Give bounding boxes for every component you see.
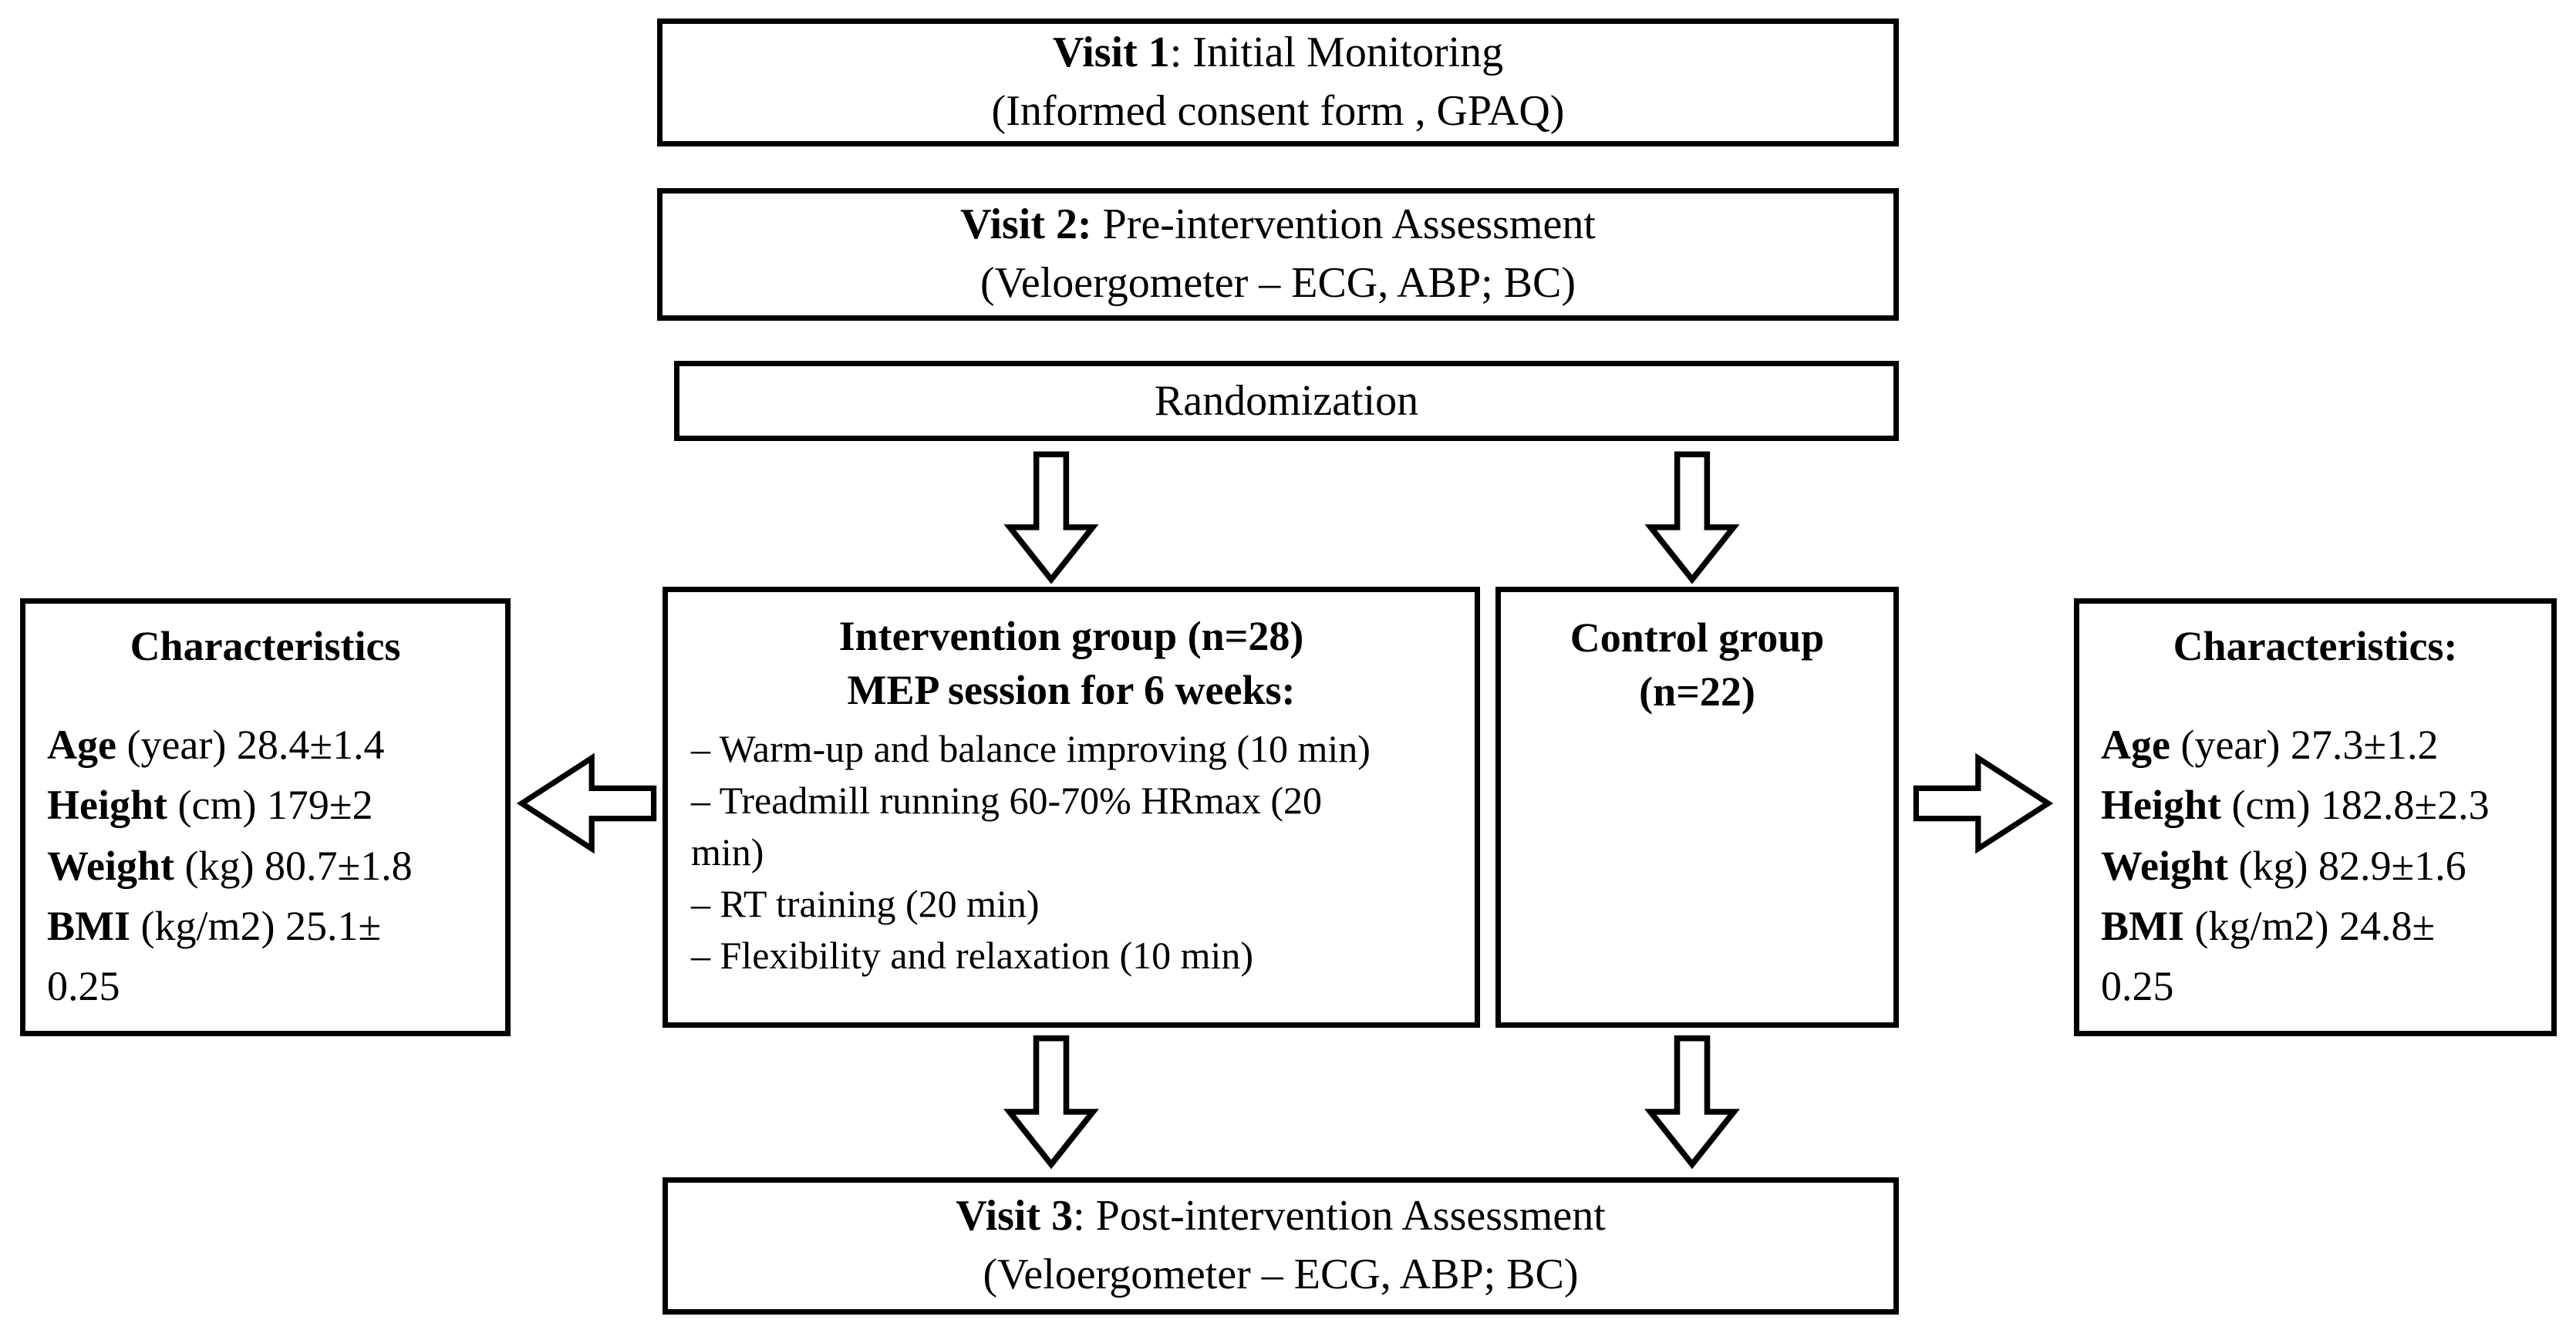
randomization-box (674, 361, 1899, 441)
characteristics-right-title: Characteristics: (2173, 623, 2458, 669)
control-title-line1: Control group (1570, 614, 1825, 661)
arrow-control-to-characteristics-icon (1911, 752, 2055, 855)
characteristic-value: (year) 27.3±1.2 (2170, 722, 2439, 768)
visit3-label: Visit 3 (956, 1192, 1074, 1241)
visit2-box (657, 188, 1899, 321)
visit1-box (657, 19, 1899, 146)
visit3-subtitle: (Veloergometer – ECG, ABP; BC) (983, 1251, 1579, 1298)
characteristic-row-age (2101, 715, 2506, 775)
characteristic-value: (kg/m2) 25.1± 0.25 (47, 902, 382, 1010)
visit1-title-line (663, 24, 1893, 82)
characteristic-row-age (47, 715, 452, 775)
intervention-session-item: – Treadmill running 60-70% HRmax (20 min) (691, 779, 1323, 874)
characteristics-left-box (20, 598, 511, 1036)
visit2-label: Visit 2: (960, 200, 1092, 249)
characteristic-row-height (2101, 775, 2506, 835)
intervention-session-item: – Flexibility and relaxation (10 min) (691, 934, 1254, 978)
characteristic-label: Height (2101, 782, 2221, 829)
visit2-title-line (663, 196, 1893, 254)
arrow-randomization-to-intervention-icon (1001, 451, 1101, 584)
characteristics-right-box (2074, 598, 2557, 1036)
characteristic-row-weight (2101, 836, 2506, 896)
characteristic-label: Age (2101, 722, 2170, 768)
visit2-subtitle: (Veloergometer – ECG, ABP; BC) (979, 259, 1576, 307)
control-group-box (1495, 587, 1899, 1028)
intervention-session-list (691, 723, 1452, 981)
characteristic-value: (year) 28.4±1.4 (116, 722, 385, 768)
randomization-title: Randomization (1154, 377, 1419, 425)
visit1-title-text: : Initial Monitoring (1169, 29, 1504, 77)
characteristics-left-title: Characteristics (130, 623, 401, 669)
visit3-title-line (668, 1187, 1893, 1246)
arrow-intervention-to-characteristics-icon (515, 752, 659, 855)
characteristic-label: Height (47, 782, 167, 829)
characteristic-value: (kg) 80.7±1.8 (174, 842, 413, 889)
characteristic-label: Weight (47, 842, 175, 889)
intervention-title-line1: Intervention group (n=28) (838, 613, 1304, 659)
intervention-session-item: – Warm-up and balance improving (10 min) (691, 727, 1371, 771)
visit3-title-text: : Post-intervention Assessment (1073, 1192, 1606, 1241)
characteristic-label: Age (47, 722, 116, 768)
characteristic-value: (cm) 182.8±2.3 (2221, 782, 2490, 829)
visit3-box (663, 1177, 1899, 1315)
arrow-control-to-visit3-icon (1642, 1033, 1742, 1170)
control-title-line2: (n=22) (1639, 668, 1755, 715)
visit1-subtitle: (Informed consent form , GPAQ) (991, 87, 1565, 135)
characteristic-row-bmi (47, 896, 452, 1017)
characteristic-row-bmi (2101, 896, 2506, 1017)
characteristic-label: BMI (2101, 902, 2184, 949)
intervention-title-line2: MEP session for 6 weeks: (847, 667, 1296, 714)
characteristic-value: (kg/m2) 24.8± 0.25 (2101, 902, 2436, 1010)
intervention-session-item: – RT training (20 min) (691, 882, 1040, 926)
arrow-intervention-to-visit3-icon (1001, 1033, 1101, 1170)
characteristic-row-height (47, 775, 452, 835)
characteristic-label: Weight (2101, 842, 2229, 889)
characteristic-value: (kg) 82.9±1.6 (2228, 842, 2466, 889)
characteristic-row-weight (47, 836, 452, 896)
visit1-label: Visit 1 (1052, 29, 1170, 77)
intervention-group-box (663, 587, 1480, 1028)
visit2-title-text: Pre-intervention Assessment (1091, 200, 1596, 249)
arrow-randomization-to-control-icon (1642, 451, 1742, 584)
characteristic-label: BMI (47, 902, 130, 949)
characteristic-value: (cm) 179±2 (167, 782, 373, 829)
